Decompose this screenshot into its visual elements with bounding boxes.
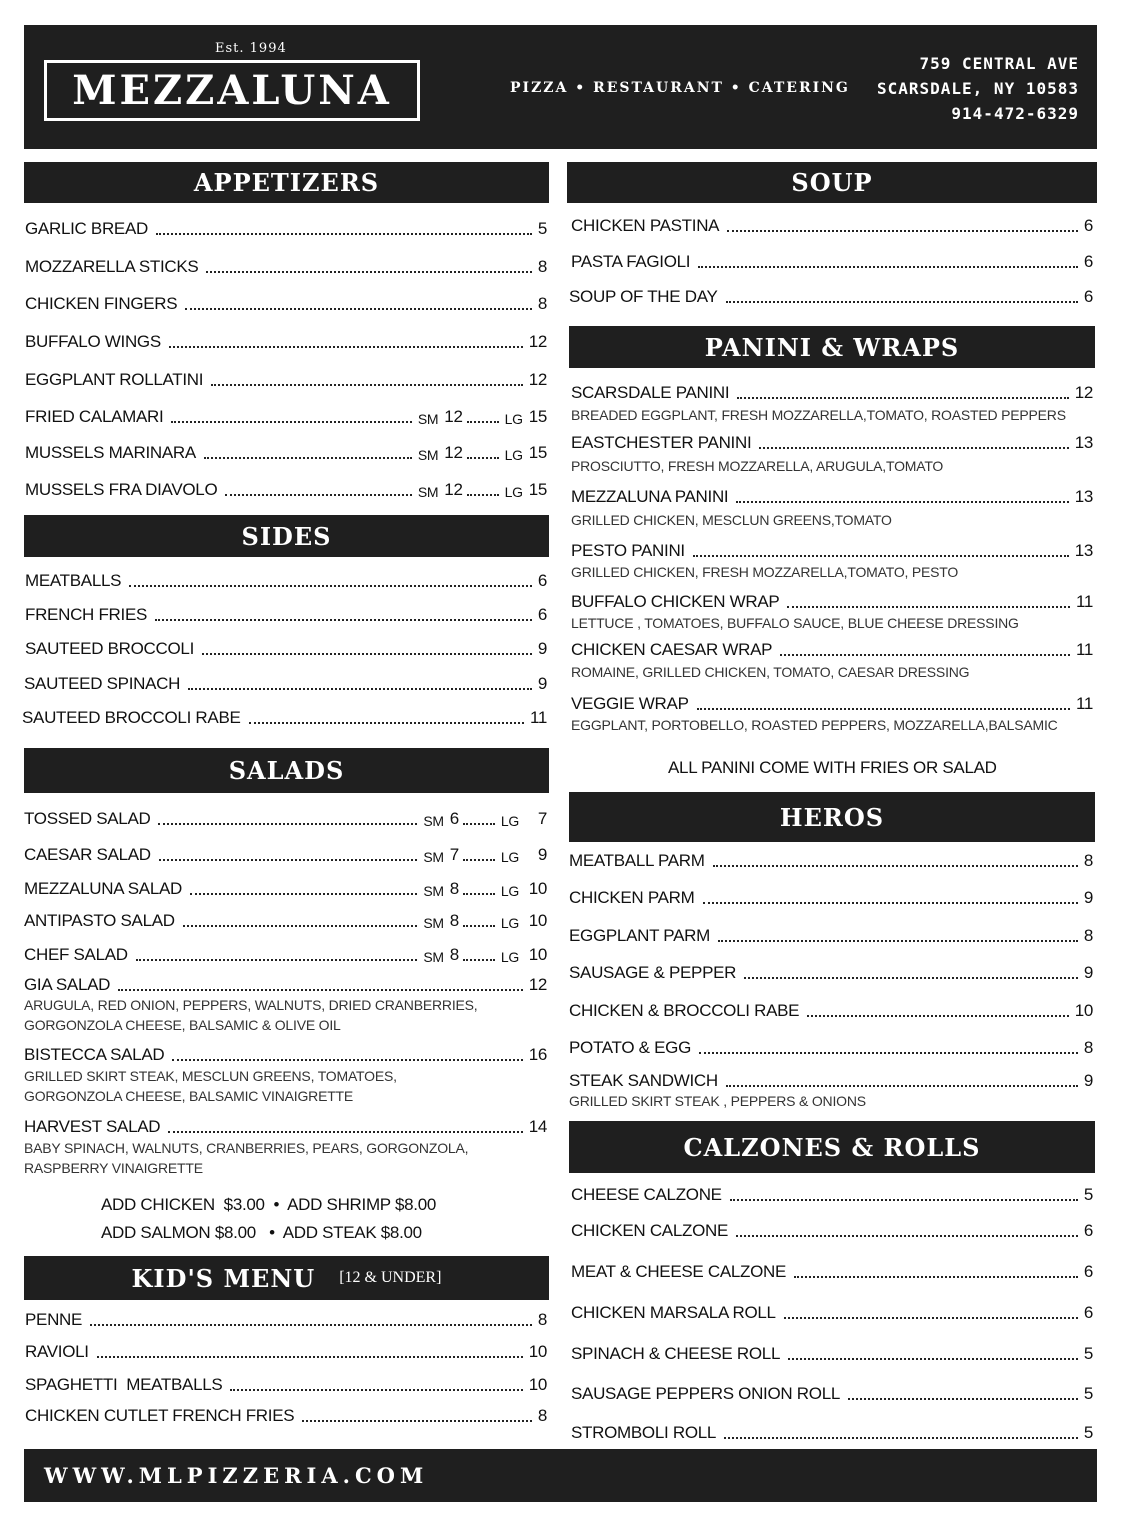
item-description: GRILLED SKIRT STEAK , PEPPERS & ONIONS (569, 1093, 866, 1109)
menu-item (571, 216, 1093, 236)
menu-item (571, 487, 1093, 507)
item-name: SAUSAGE & PEPPER (569, 963, 737, 982)
leader-dots (737, 397, 1068, 399)
address-line-1: 759 CENTRAL AVE (919, 54, 1079, 73)
leader-dots (249, 722, 524, 724)
item-price: 9 (1083, 888, 1093, 907)
size-small-label: SM (423, 849, 444, 865)
description-line: BABY SPINACH, WALNUTS, CRANBERRIES, PEARS, GORGONZOLA, (24, 1140, 469, 1156)
leader-dots (190, 893, 417, 895)
item-name: VEGGIE WRAP (571, 694, 689, 713)
item-name: MEAT & CHEESE CALZONE (571, 1262, 787, 1281)
logo-text: MEZZALUNA (72, 67, 392, 114)
item-price: 6 (537, 605, 547, 624)
item-price: 9 (537, 639, 547, 658)
phone-number: 914-472-6329 (951, 104, 1079, 123)
leader-dots (699, 1052, 1078, 1054)
menu-item (571, 1262, 1093, 1282)
item-price: 5 (1083, 1423, 1093, 1442)
description-line: RASPBERRY VINAIGRETTE (24, 1160, 203, 1176)
menu-item (25, 480, 547, 500)
size-large-label: LG (504, 411, 523, 427)
item-name: CHICKEN PARM (569, 888, 695, 907)
item-price: 6 (1083, 1303, 1093, 1322)
item-name: TOSSED SALAD (24, 809, 151, 828)
large-price: 15 (528, 480, 547, 499)
item-price: 13 (1074, 433, 1093, 452)
item-name: MEATBALL PARM (569, 851, 705, 870)
menu-item (25, 370, 547, 390)
item-description: ROMAINE, GRILLED CHICKEN, TOMATO, CAESAR DRESSING (571, 664, 970, 680)
menu-item (24, 1045, 547, 1065)
menu-item (25, 639, 547, 659)
leader-dots (202, 653, 532, 655)
leader-dots (730, 1199, 1078, 1201)
item-description: BREADED EGGPLANT, FRESH MOZZARELLA,TOMATO, ROASTED PEPPERS (571, 407, 1066, 423)
menu-item (569, 1038, 1093, 1058)
section-title-soup: SOUP (567, 162, 1097, 203)
menu-item (25, 571, 547, 591)
item-description: LETTUCE , TOMATOES, BUFFALO SAUCE, BLUE CHEESE DRESSING (571, 615, 1019, 631)
salad-addons-line-2: ADD SALMON $8.00 • ADD STEAK $8.00 (101, 1223, 422, 1242)
item-name: STROMBOLI ROLL (571, 1423, 717, 1442)
item-name: SAUTEED BROCCOLI (25, 639, 195, 658)
description-line: GRILLED SKIRT STEAK, MESCLUN GREENS, TOMATOES, (24, 1068, 397, 1084)
section-title-appetizers: APPETIZERS (24, 162, 549, 203)
menu-item (24, 879, 547, 899)
large-price: 10 (528, 945, 547, 964)
leader-dots (724, 1437, 1078, 1439)
menu-item (25, 332, 547, 352)
leader-dots (463, 959, 495, 961)
item-name: SAUTEED BROCCOLI RABE (22, 708, 241, 727)
item-name: SAUSAGE PEPPERS ONION ROLL (571, 1384, 841, 1403)
small-price: 12 (444, 407, 463, 426)
size-large-label: LG (500, 883, 519, 899)
leader-dots (225, 494, 412, 496)
item-name: FRIED CALAMARI (25, 407, 164, 426)
menu-item (569, 926, 1093, 946)
leader-dots (780, 654, 1070, 656)
size-small-label: SM (417, 447, 439, 463)
item-price: 12 (1074, 383, 1093, 402)
leader-dots (693, 555, 1069, 557)
item-name: SAUTEED SPINACH (24, 674, 181, 693)
section-title-panini-wraps: PANINI & WRAPS (569, 326, 1095, 368)
item-name: ANTIPASTO SALAD (24, 911, 175, 930)
menu-item (571, 640, 1093, 660)
size-large-label: LG (500, 915, 519, 931)
menu-item (22, 708, 547, 728)
size-small-label: SM (423, 915, 444, 931)
leader-dots (97, 1356, 523, 1358)
menu-item (569, 287, 1093, 307)
item-price: 5 (537, 219, 547, 238)
section-title-kids-menu (24, 1256, 549, 1300)
item-price: 9 (1083, 1071, 1093, 1090)
item-name: SPINACH & CHEESE ROLL (571, 1344, 781, 1363)
leader-dots (158, 823, 417, 825)
leader-dots (183, 925, 418, 927)
item-price: 5 (1083, 1344, 1093, 1363)
leader-dots (155, 619, 532, 621)
section-title-heros: HEROS (569, 792, 1095, 842)
leader-dots (168, 1131, 522, 1133)
small-price: 7 (449, 845, 459, 864)
large-price: 10 (528, 879, 547, 898)
item-price: 12 (528, 975, 547, 994)
item-name: CHICKEN FINGERS (25, 294, 178, 313)
item-price: 16 (528, 1045, 547, 1064)
leader-dots (169, 346, 523, 348)
size-small-label: SM (417, 411, 439, 427)
large-price: 9 (537, 845, 547, 864)
size-small-label: SM (423, 883, 444, 899)
leader-dots (788, 1358, 1078, 1360)
item-name: CHEF SALAD (24, 945, 128, 964)
website-link[interactable]: WWW.MLPIZZERIA.COM (44, 1463, 429, 1488)
menu-item (571, 1384, 1093, 1404)
leader-dots (90, 1324, 532, 1326)
item-name: RAVIOLI (25, 1342, 89, 1361)
leader-dots (118, 989, 523, 991)
menu-item (571, 383, 1093, 403)
item-price: 12 (528, 370, 547, 389)
footer-bar (24, 1449, 1097, 1502)
leader-dots (188, 688, 532, 690)
leader-dots (697, 708, 1070, 710)
item-name: FRENCH FRIES (25, 605, 148, 624)
leader-dots (727, 230, 1078, 232)
menu-item (25, 257, 547, 277)
leader-dots (467, 457, 499, 459)
leader-dots (463, 859, 495, 861)
menu-item (24, 809, 547, 829)
menu-item (569, 1001, 1093, 1021)
item-price: 8 (1083, 926, 1093, 945)
leader-dots (713, 865, 1078, 867)
size-small-label: SM (423, 949, 444, 965)
item-price: 5 (1083, 1384, 1093, 1403)
section-title-calzones-rolls: CALZONES & ROLLS (569, 1121, 1095, 1173)
item-name: EGGPLANT PARM (569, 926, 710, 945)
leader-dots (136, 959, 418, 961)
item-description: GRILLED CHICKEN, FRESH MOZZARELLA,TOMATO, PESTO (571, 564, 959, 580)
item-price: 11 (1075, 640, 1093, 659)
leader-dots (463, 925, 495, 927)
leader-dots (171, 421, 411, 423)
item-name: MEATBALLS (25, 571, 122, 590)
kids-menu-age-note: [12 & UNDER] (339, 1269, 442, 1286)
leader-dots (784, 1317, 1078, 1319)
item-price: 6 (1083, 216, 1093, 235)
leader-dots (807, 1015, 1068, 1017)
item-name: GIA SALAD (24, 975, 111, 994)
item-name: MOZZARELLA STICKS (25, 257, 199, 276)
leader-dots (463, 893, 495, 895)
item-description (24, 995, 477, 1035)
menu-item (25, 1375, 547, 1395)
leader-dots (211, 384, 522, 386)
established-year: Est. 1994 (215, 41, 287, 56)
item-price: 10 (1074, 1001, 1093, 1020)
menu-item (25, 219, 547, 239)
leader-dots (726, 1085, 1078, 1087)
small-price: 6 (449, 809, 459, 828)
item-name: HARVEST SALAD (24, 1117, 161, 1136)
leader-dots (467, 494, 499, 496)
item-name: CHICKEN PASTINA (571, 216, 720, 235)
item-price: 11 (1075, 592, 1093, 611)
leader-dots (759, 447, 1068, 449)
item-name: CHICKEN CAESAR WRAP (571, 640, 773, 659)
leader-dots (230, 1389, 522, 1391)
tagline: PIZZA • RESTAURANT • CATERING (510, 80, 850, 96)
kids-menu-title: KID'S MENU (131, 1263, 316, 1293)
item-price: 8 (1083, 1038, 1093, 1057)
item-price: 6 (537, 571, 547, 590)
item-name: CAESAR SALAD (24, 845, 151, 864)
small-price: 8 (449, 911, 459, 930)
size-large-label: LG (504, 484, 523, 500)
item-name: CHICKEN & BROCCOLI RABE (569, 1001, 800, 1020)
item-price: 6 (1083, 252, 1093, 271)
large-price: 7 (537, 809, 547, 828)
item-price: 8 (537, 1406, 547, 1425)
item-name: MUSSELS MARINARA (25, 443, 196, 462)
menu-item (571, 541, 1093, 561)
item-name: SOUP OF THE DAY (569, 287, 718, 306)
small-price: 12 (444, 443, 463, 462)
size-large-label: LG (500, 949, 519, 965)
item-name: EASTCHESTER PANINI (571, 433, 752, 452)
item-price: 13 (1074, 487, 1093, 506)
item-name: BISTECCA SALAD (24, 1045, 165, 1064)
description-line: GORGONZOLA CHEESE, BALSAMIC VINAIGRETTE (24, 1088, 354, 1104)
leader-dots (698, 266, 1078, 268)
menu-item (24, 945, 547, 965)
item-description: PROSCIUTTO, FRESH MOZZARELLA, ARUGULA,TOMATO (571, 458, 944, 474)
item-price: 13 (1074, 541, 1093, 560)
small-price: 8 (449, 945, 459, 964)
menu-item (571, 433, 1093, 453)
leader-dots (172, 1059, 522, 1061)
menu-item (25, 605, 547, 625)
small-price: 8 (449, 879, 459, 898)
section-title-sides: SIDES (24, 515, 549, 557)
item-name: EGGPLANT ROLLATINI (25, 370, 204, 389)
leader-dots (156, 233, 532, 235)
item-name: MUSSELS FRA DIAVOLO (25, 480, 218, 499)
menu-item (24, 674, 547, 694)
menu-item (25, 443, 547, 463)
panini-note: ALL PANINI COME WITH FRIES OR SALAD (668, 758, 997, 777)
item-name: BUFFALO WINGS (25, 332, 161, 351)
small-price: 12 (444, 480, 463, 499)
large-price: 10 (528, 911, 547, 930)
menu-item (571, 694, 1093, 714)
leader-dots (848, 1398, 1078, 1400)
leader-dots (302, 1420, 532, 1422)
item-price: 10 (528, 1375, 547, 1394)
large-price: 15 (528, 443, 547, 462)
large-price: 15 (528, 407, 547, 426)
item-name: PESTO PANINI (571, 541, 685, 560)
item-name: STEAK SANDWICH (569, 1071, 718, 1090)
leader-dots (467, 421, 499, 423)
menu-item (25, 1406, 547, 1426)
menu-item (569, 888, 1093, 908)
item-name: SCARSDALE PANINI (571, 383, 730, 402)
item-name: POTATO & EGG (569, 1038, 692, 1057)
item-name: PASTA FAGIOLI (571, 252, 691, 271)
item-description (24, 1138, 468, 1178)
leader-dots (794, 1276, 1078, 1278)
item-name: PENNE (25, 1310, 83, 1329)
item-description: GRILLED CHICKEN, MESCLUN GREENS,TOMATO (571, 512, 892, 528)
menu-item (571, 1185, 1093, 1205)
item-price: 6 (1083, 1221, 1093, 1240)
item-price: 9 (1083, 963, 1093, 982)
menu-item (571, 1423, 1093, 1443)
menu-item (24, 975, 547, 995)
leader-dots (185, 308, 532, 310)
menu-item (571, 1221, 1093, 1241)
item-name: CHICKEN CUTLET FRENCH FRIES (25, 1406, 295, 1425)
item-name: CHICKEN MARSALA ROLL (571, 1303, 776, 1322)
item-price: 6 (1083, 1262, 1093, 1281)
item-name: MEZZALUNA SALAD (24, 879, 182, 898)
item-price: 6 (1083, 287, 1093, 306)
menu-item (569, 1071, 1093, 1091)
logo (44, 60, 420, 121)
menu-item (24, 911, 547, 931)
item-price: 8 (537, 1310, 547, 1329)
item-price: 8 (537, 294, 547, 313)
contact-info (877, 51, 1079, 126)
menu-item (569, 851, 1093, 871)
menu-item (25, 294, 547, 314)
menu-item (571, 1344, 1093, 1364)
leader-dots (718, 940, 1078, 942)
leader-dots (736, 1235, 1078, 1237)
size-large-label: LG (500, 849, 519, 865)
menu-item (25, 1310, 547, 1330)
size-large-label: LG (500, 813, 519, 829)
description-line: ARUGULA, RED ONION, PEPPERS, WALNUTS, DRIED CRANBERRIES, (24, 997, 478, 1013)
menu-item (24, 845, 547, 865)
item-name: SPAGHETTI MEATBALLS (25, 1375, 223, 1394)
menu-item (571, 1303, 1093, 1323)
leader-dots (159, 859, 418, 861)
item-price: 12 (528, 332, 547, 351)
description-line: GORGONZOLA CHEESE, BALSAMIC & OLIVE OIL (24, 1017, 341, 1033)
item-name: BUFFALO CHICKEN WRAP (571, 592, 780, 611)
section-title-salads: SALADS (24, 748, 549, 793)
item-description: EGGPLANT, PORTOBELLO, ROASTED PEPPERS, MOZZARELLA,BALSAMIC (571, 717, 1058, 733)
item-name: MEZZALUNA PANINI (571, 487, 729, 506)
leader-dots (206, 271, 531, 273)
leader-dots (726, 301, 1078, 303)
leader-dots (703, 902, 1078, 904)
menu-item (25, 407, 547, 427)
menu-item (569, 963, 1093, 983)
item-price: 10 (528, 1342, 547, 1361)
item-description (24, 1066, 397, 1106)
menu-item (25, 1342, 547, 1362)
leader-dots (736, 501, 1068, 503)
leader-dots (204, 457, 412, 459)
leader-dots (787, 606, 1070, 608)
item-price: 5 (1083, 1185, 1093, 1204)
menu-item (571, 252, 1093, 272)
item-price: 11 (1075, 694, 1093, 713)
menu-item (24, 1117, 547, 1137)
item-price: 8 (1083, 851, 1093, 870)
menu-header (24, 25, 1097, 149)
address-line-2: SCARSDALE, NY 10583 (876, 79, 1079, 98)
leader-dots (463, 823, 495, 825)
size-small-label: SM (417, 484, 439, 500)
size-large-label: LG (504, 447, 523, 463)
leader-dots (129, 585, 532, 587)
item-name: CHEESE CALZONE (571, 1185, 722, 1204)
salad-addons-line-1: ADD CHICKEN $3.00 • ADD SHRIMP $8.00 (101, 1195, 437, 1214)
item-name: CHICKEN CALZONE (571, 1221, 729, 1240)
menu-item (571, 592, 1093, 612)
size-small-label: SM (423, 813, 444, 829)
item-price: 8 (537, 257, 547, 276)
item-name: GARLIC BREAD (25, 219, 148, 238)
item-price: 9 (537, 674, 547, 693)
leader-dots (744, 977, 1078, 979)
item-price: 14 (528, 1117, 547, 1136)
item-price: 11 (529, 708, 547, 727)
